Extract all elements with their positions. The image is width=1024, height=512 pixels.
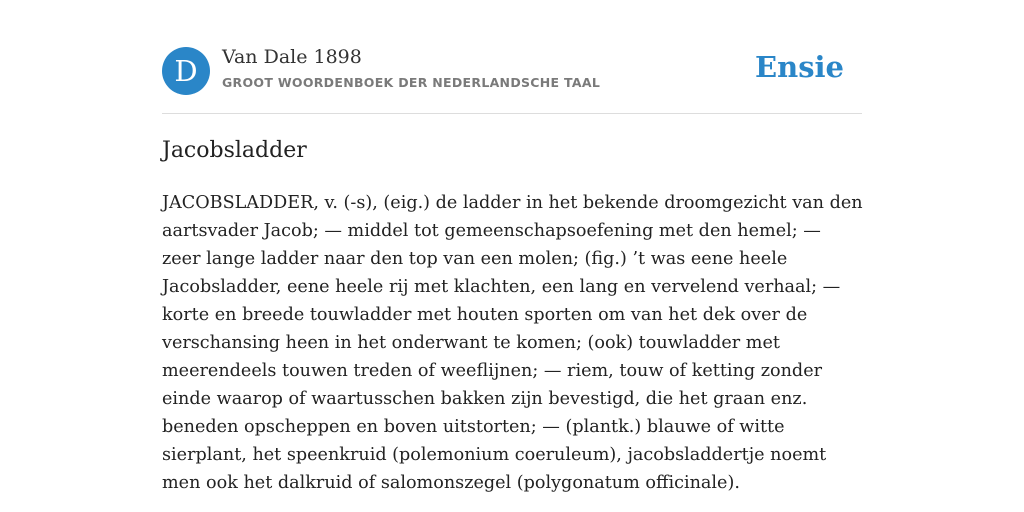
source-subtitle: GROOT WOORDENBOEK DER NEDERLANDSCHE TAAL	[222, 75, 601, 90]
brand-logo[interactable]: Ensie	[755, 50, 844, 84]
header	[162, 46, 862, 96]
source-logo: D	[162, 47, 210, 95]
entry-definition: JACOBSLADDER, v. (-s), (eig.) de ladder in het bekende droomgezicht van den aartsvader Jacob; — middel tot gemeenschapsoefening met den hemel; — zeer lange ladder naar den top van een molen; (fig.) ’t was eene heele Jacobsladder, eene heele rij met klachten, een lang en vervelend verhaal; — korte en breede touwladder met houten sporten om van het dek over de verschansing heen in het onderwant te komen; (ook) touwladder met meerendeels touwen treden of weeflijnen; — riem, touw of ketting zonder einde waarop of waartusschen bakken zijn bevestigd, die het graan enz. beneden opscheppen en boven uitstorten; — (plantk.) blauwe of witte sierplant, het speenkruid (polemonium coeruleum), jacobsladdertje noemt men ook het dalkruid of salomonszegel (polygonatum officinale).	[162, 193, 863, 493]
source-title[interactable]: Van Dale 1898	[222, 46, 362, 68]
entry-title: Jacobsladder	[162, 138, 307, 163]
header-divider	[162, 113, 862, 114]
